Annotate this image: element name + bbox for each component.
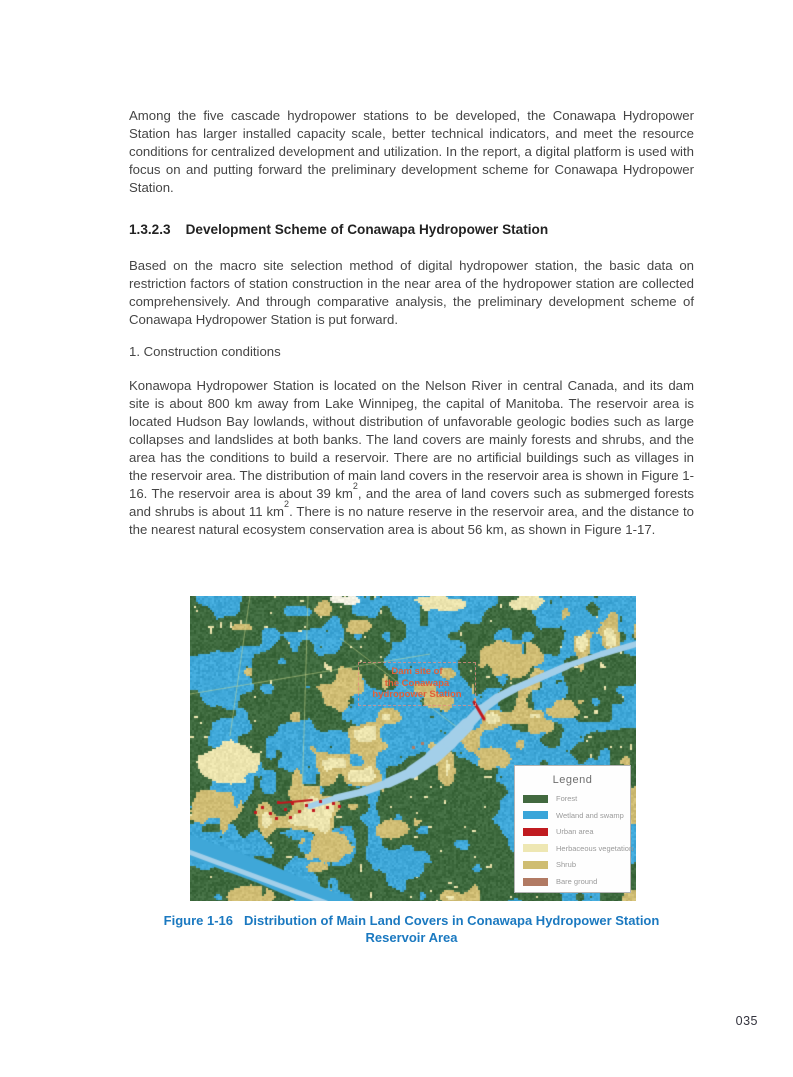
map-legend (514, 765, 634, 893)
paragraph-construction-conditions (129, 377, 694, 539)
paragraph-text: . There is no nature reserve in the reservoir area, and the distance to the nearest natural ecosystem conservation area is about 56 km, as shown in Figure 1-17. (129, 504, 695, 537)
legend-item (523, 811, 630, 819)
legend-item (523, 828, 630, 836)
list-heading-construction-conditions: 1. Construction conditions (129, 344, 281, 359)
figure-caption-line1 (129, 912, 694, 929)
legend-swatch-urban (523, 828, 548, 836)
legend-swatch-herbaceous (523, 844, 548, 852)
legend-swatch-shrub (523, 861, 548, 869)
dam-site-label-line: hydropower Station (372, 689, 462, 700)
dam-site-label-line: Dam site of (391, 666, 443, 677)
section-title: Development Scheme of Conawapa Hydropower Station (185, 222, 549, 237)
superscript: 2 (352, 480, 358, 491)
legend-label: Herbaceous vegetation (556, 843, 634, 853)
paragraph-text: Konawopa Hydropower Station is located on the Nelson River in central Canada, and its dam site is about 800 km away from Lake Winnipeg, the capital of Manitoba. The reservoir area is located Hudson Bay lowlands, without distribution of unfavorable geologic bodies such as large collapses and landslides at both banks. The land covers are mainly forests and shrubs, and the area has the conditions to build a reservoir. There are no artificial buildings such as villages in the reservoir area. The distribution of main land covers in the reservoir area is shown in Figure 1-16. The reservoir area is about 39 km (129, 378, 694, 501)
figure-caption-line2: Reservoir Area (365, 930, 458, 945)
legend-item (523, 878, 630, 886)
legend-label: Shrub (556, 860, 577, 870)
legend-title: Legend (552, 774, 593, 786)
dam-site-label (358, 662, 476, 706)
dam-site-label-line: the Conawapa (384, 677, 450, 689)
figure-1-16-land-cover-map (190, 596, 636, 901)
legend-label: Urban area (556, 827, 594, 837)
legend-swatch-wetland (523, 811, 548, 819)
page-number: 035 (735, 1014, 758, 1028)
paragraph-intro: Among the five cascade hydropower stations to be developed, the Conawapa Hydropower Station has larger installed capacity scale, better technical indicators, and meet the resource conditions for centralized development and utilization. In the report, a digital platform is used with focus on and putting forward the preliminary development scheme for Conawapa Hydropower Station. (129, 108, 694, 195)
legend-item (523, 843, 634, 853)
paragraph-text: , and the area of land covers such as submerged forests and shrubs is about 11 km (129, 486, 695, 519)
superscript: 2 (284, 498, 290, 509)
figure-caption-label: Figure 1-16 (163, 913, 234, 928)
figure-caption (129, 912, 694, 946)
legend-label: Wetland and swamp (556, 810, 624, 820)
legend-label: Bare ground (556, 877, 598, 887)
paragraph-method: Based on the macro site selection method of digital hydropower station, the basic data on restriction factors of station construction in the near area of the hydropower station are collected comprehensively. And through comparative analysis, the preliminary development scheme of Conawapa Hydropower Station is put forward. (129, 258, 694, 327)
legend-item (523, 795, 630, 803)
legend-item (523, 861, 630, 869)
figure-caption-title: Distribution of Main Land Covers in Conawapa Hydropower Station (244, 913, 660, 928)
section-heading (129, 222, 694, 237)
legend-label: Forest (556, 794, 578, 804)
legend-swatch-bare-ground (523, 878, 548, 886)
section-number: 1.3.2.3 (129, 222, 171, 237)
legend-swatch-forest (523, 795, 548, 803)
